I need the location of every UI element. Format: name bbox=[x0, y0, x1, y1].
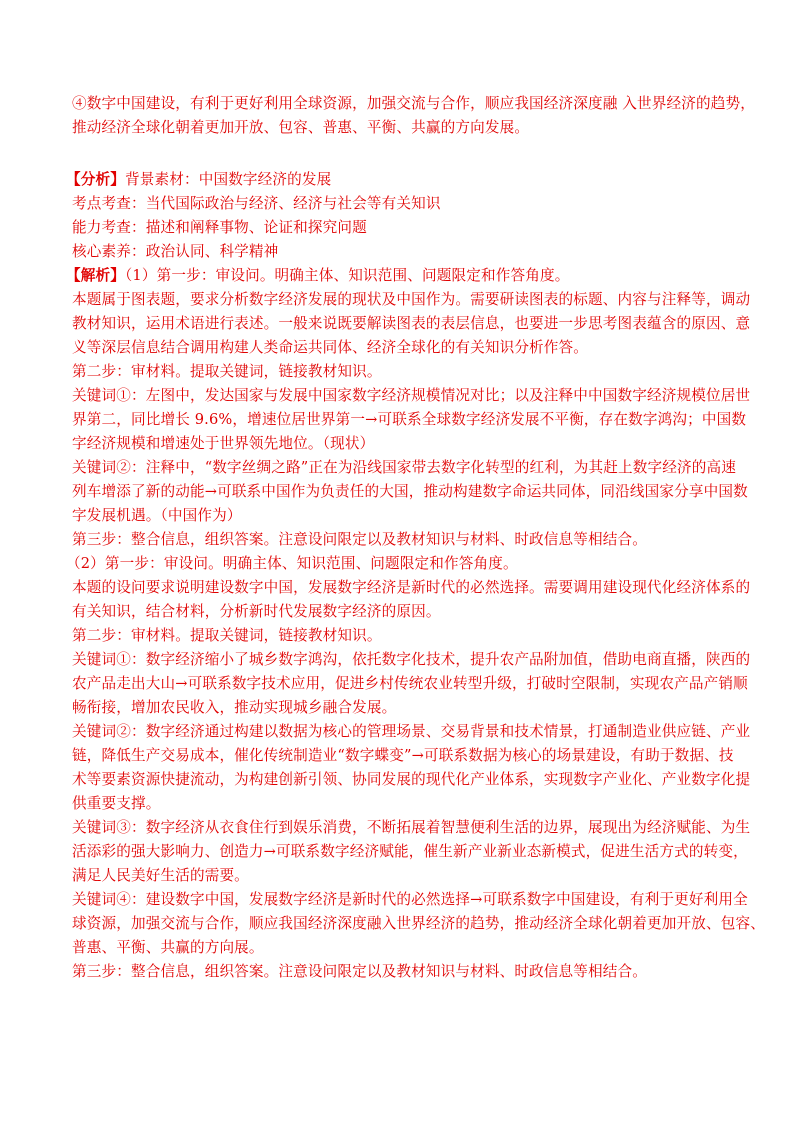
solution-line: 球资源，加强交流与合作，顺应我国经济深度融入世界经济的趋势，推动经济全球化朝着更加开放、包容、 bbox=[72, 915, 765, 932]
solution-line: 关键词②：注释中，“数字丝绸之路”正在为沿线国家带去数字化转型的红利，为其赶上数字经济的高速 bbox=[72, 459, 736, 476]
intro-line: ④数字中国建设，有利于更好利用全球资源，加强交流与合作，顺应我国经济深度融 入世界经济的趋势， bbox=[72, 95, 756, 112]
solution-line: 本题属于图表题，要求分析数字经济发展的现状及中国作为。需要研读图表的标题、内容与注释等，调动 bbox=[72, 291, 751, 308]
solution-line: 活添彩的强大影响力、创造力→可联系数字经济赋能，催生新产业新业态新模式，促进生活方式的转变， bbox=[72, 843, 748, 860]
solution-line: 链，降低生产交易成本，催化传统制造业“数字蝶变”→可联系数据为核心的场景建设，有助于数据、技 bbox=[72, 747, 734, 764]
analysis-section bbox=[66, 168, 736, 264]
solution-line: 普惠、平衡、共赢的方向展。 bbox=[72, 939, 264, 956]
solution-line: 列车增添了新的动能→可联系中国作为负责任的大国，推动构建数字命运共同体，同沿线国家分享中国数 bbox=[72, 483, 748, 500]
intro-paragraph bbox=[72, 92, 756, 140]
solution-line: 第三步：整合信息，组织答案。注意设问限定以及教材知识与材料、时政信息等相结合。 bbox=[72, 963, 648, 980]
solution-line: 满足人民美好生活的需要。 bbox=[72, 867, 249, 884]
analysis-background: 背景素材：中国数字经济的发展 bbox=[124, 171, 332, 188]
solution-line: 第二步：审材料。提取关键词，链接教材知识。 bbox=[72, 627, 382, 644]
ability-line: 能力考查：描述和阐释事物、论证和探究问题 bbox=[72, 219, 367, 236]
solution-line: 关键词④：建设数字中国，发展数字经济是新时代的必然选择→可联系数字中国建设，有利于更好利用全 bbox=[72, 891, 748, 908]
solution-body bbox=[66, 288, 765, 984]
solution-line: 关键词①：左图中，发达国家与发展中国家数字经济规模情况对比；以及注释中中国数字经济规模位居世 bbox=[72, 387, 751, 404]
analysis-heading-line bbox=[66, 168, 736, 192]
exam-points-line: 考点考查：当代国际政治与经济、经济与社会等有关知识 bbox=[72, 195, 441, 212]
solution-line: 界第二，同比增长 9.6%，增速位居世界第一→可联系全球数字经济发展不平衡，存在数字鸿沟；中国数 bbox=[72, 411, 747, 428]
solution-tag: 【解析】 bbox=[66, 267, 125, 284]
solution-line: 义等深层信息结合调用构建人类命运共同体、经济全球化的有关知识分析作答。 bbox=[72, 339, 589, 356]
solution-line: 供重要支撑。 bbox=[72, 795, 161, 812]
solution-heading-line bbox=[66, 264, 736, 288]
literacy-line: 核心素养：政治认同、科学精神 bbox=[72, 243, 279, 260]
analysis-tag: 【分析】 bbox=[66, 171, 125, 188]
solution-line: （2）第一步：审设问。明确主体、知识范围、问题限定和作答角度。 bbox=[66, 555, 518, 572]
solution-line: 字发展机遇。（中国作为） bbox=[72, 507, 242, 524]
solution-line: 术等要素资源快捷流动，为构建创新引领、协同发展的现代化产业体系，实现数字产业化、产业数字化提 bbox=[72, 771, 751, 788]
solution-step-one: （1）第一步：审设问。明确主体、知识范围、问题限定和作答角度。 bbox=[124, 267, 570, 284]
solution-line: 教材知识，运用术语进行表述。一般来说既要解读图表的表层信息，也要进一步思考图表蕴含的原因、意 bbox=[72, 315, 751, 332]
solution-line: 字经济规模和增速处于世界领先地位。（现状） bbox=[72, 435, 375, 452]
solution-line: 第三步：整合信息，组织答案。注意设问限定以及教材知识与材料、时政信息等相结合。 bbox=[72, 531, 648, 548]
solution-line: 农产品走出大山→可联系数字技术应用，促进乡村传统农业转型升级，打破时空限制，实现农产品产销顺 bbox=[72, 675, 748, 692]
paragraph-spacer bbox=[72, 140, 736, 168]
solution-line: 关键词①：数字经济缩小了城乡数字鸿沟，依托数字化技术，提升农产品附加值，借助电商直播，陕西的 bbox=[72, 651, 751, 668]
solution-line: 本题的设问要求说明建设数字中国，发展数字经济是新时代的必然选择。需要调用建设现代化经济体系的 bbox=[72, 579, 751, 596]
solution-line: 第二步：审材料。提取关键词，链接教材知识。 bbox=[72, 363, 382, 380]
intro-line: 推动经济全球化朝着更加开放、包容、普惠、平衡、共赢的方向发展。 bbox=[72, 119, 530, 136]
solution-line: 关键词②：数字经济通过构建以数据为核心的管理场景、交易背景和技术情景，打通制造业供应链、产业 bbox=[72, 723, 751, 740]
document-page bbox=[66, 92, 765, 984]
solution-line: 关键词③：数字经济从衣食住行到娱乐消费，不断拓展着智慧便利生活的边界，展现出为经济赋能、为生 bbox=[72, 819, 751, 836]
solution-line: 有关知识，结合材料，分析新时代发展数字经济的原因。 bbox=[72, 603, 441, 620]
solution-section bbox=[66, 264, 765, 984]
solution-line: 畅衔接，增加农民收入，推动实现城乡融合发展。 bbox=[72, 699, 397, 716]
